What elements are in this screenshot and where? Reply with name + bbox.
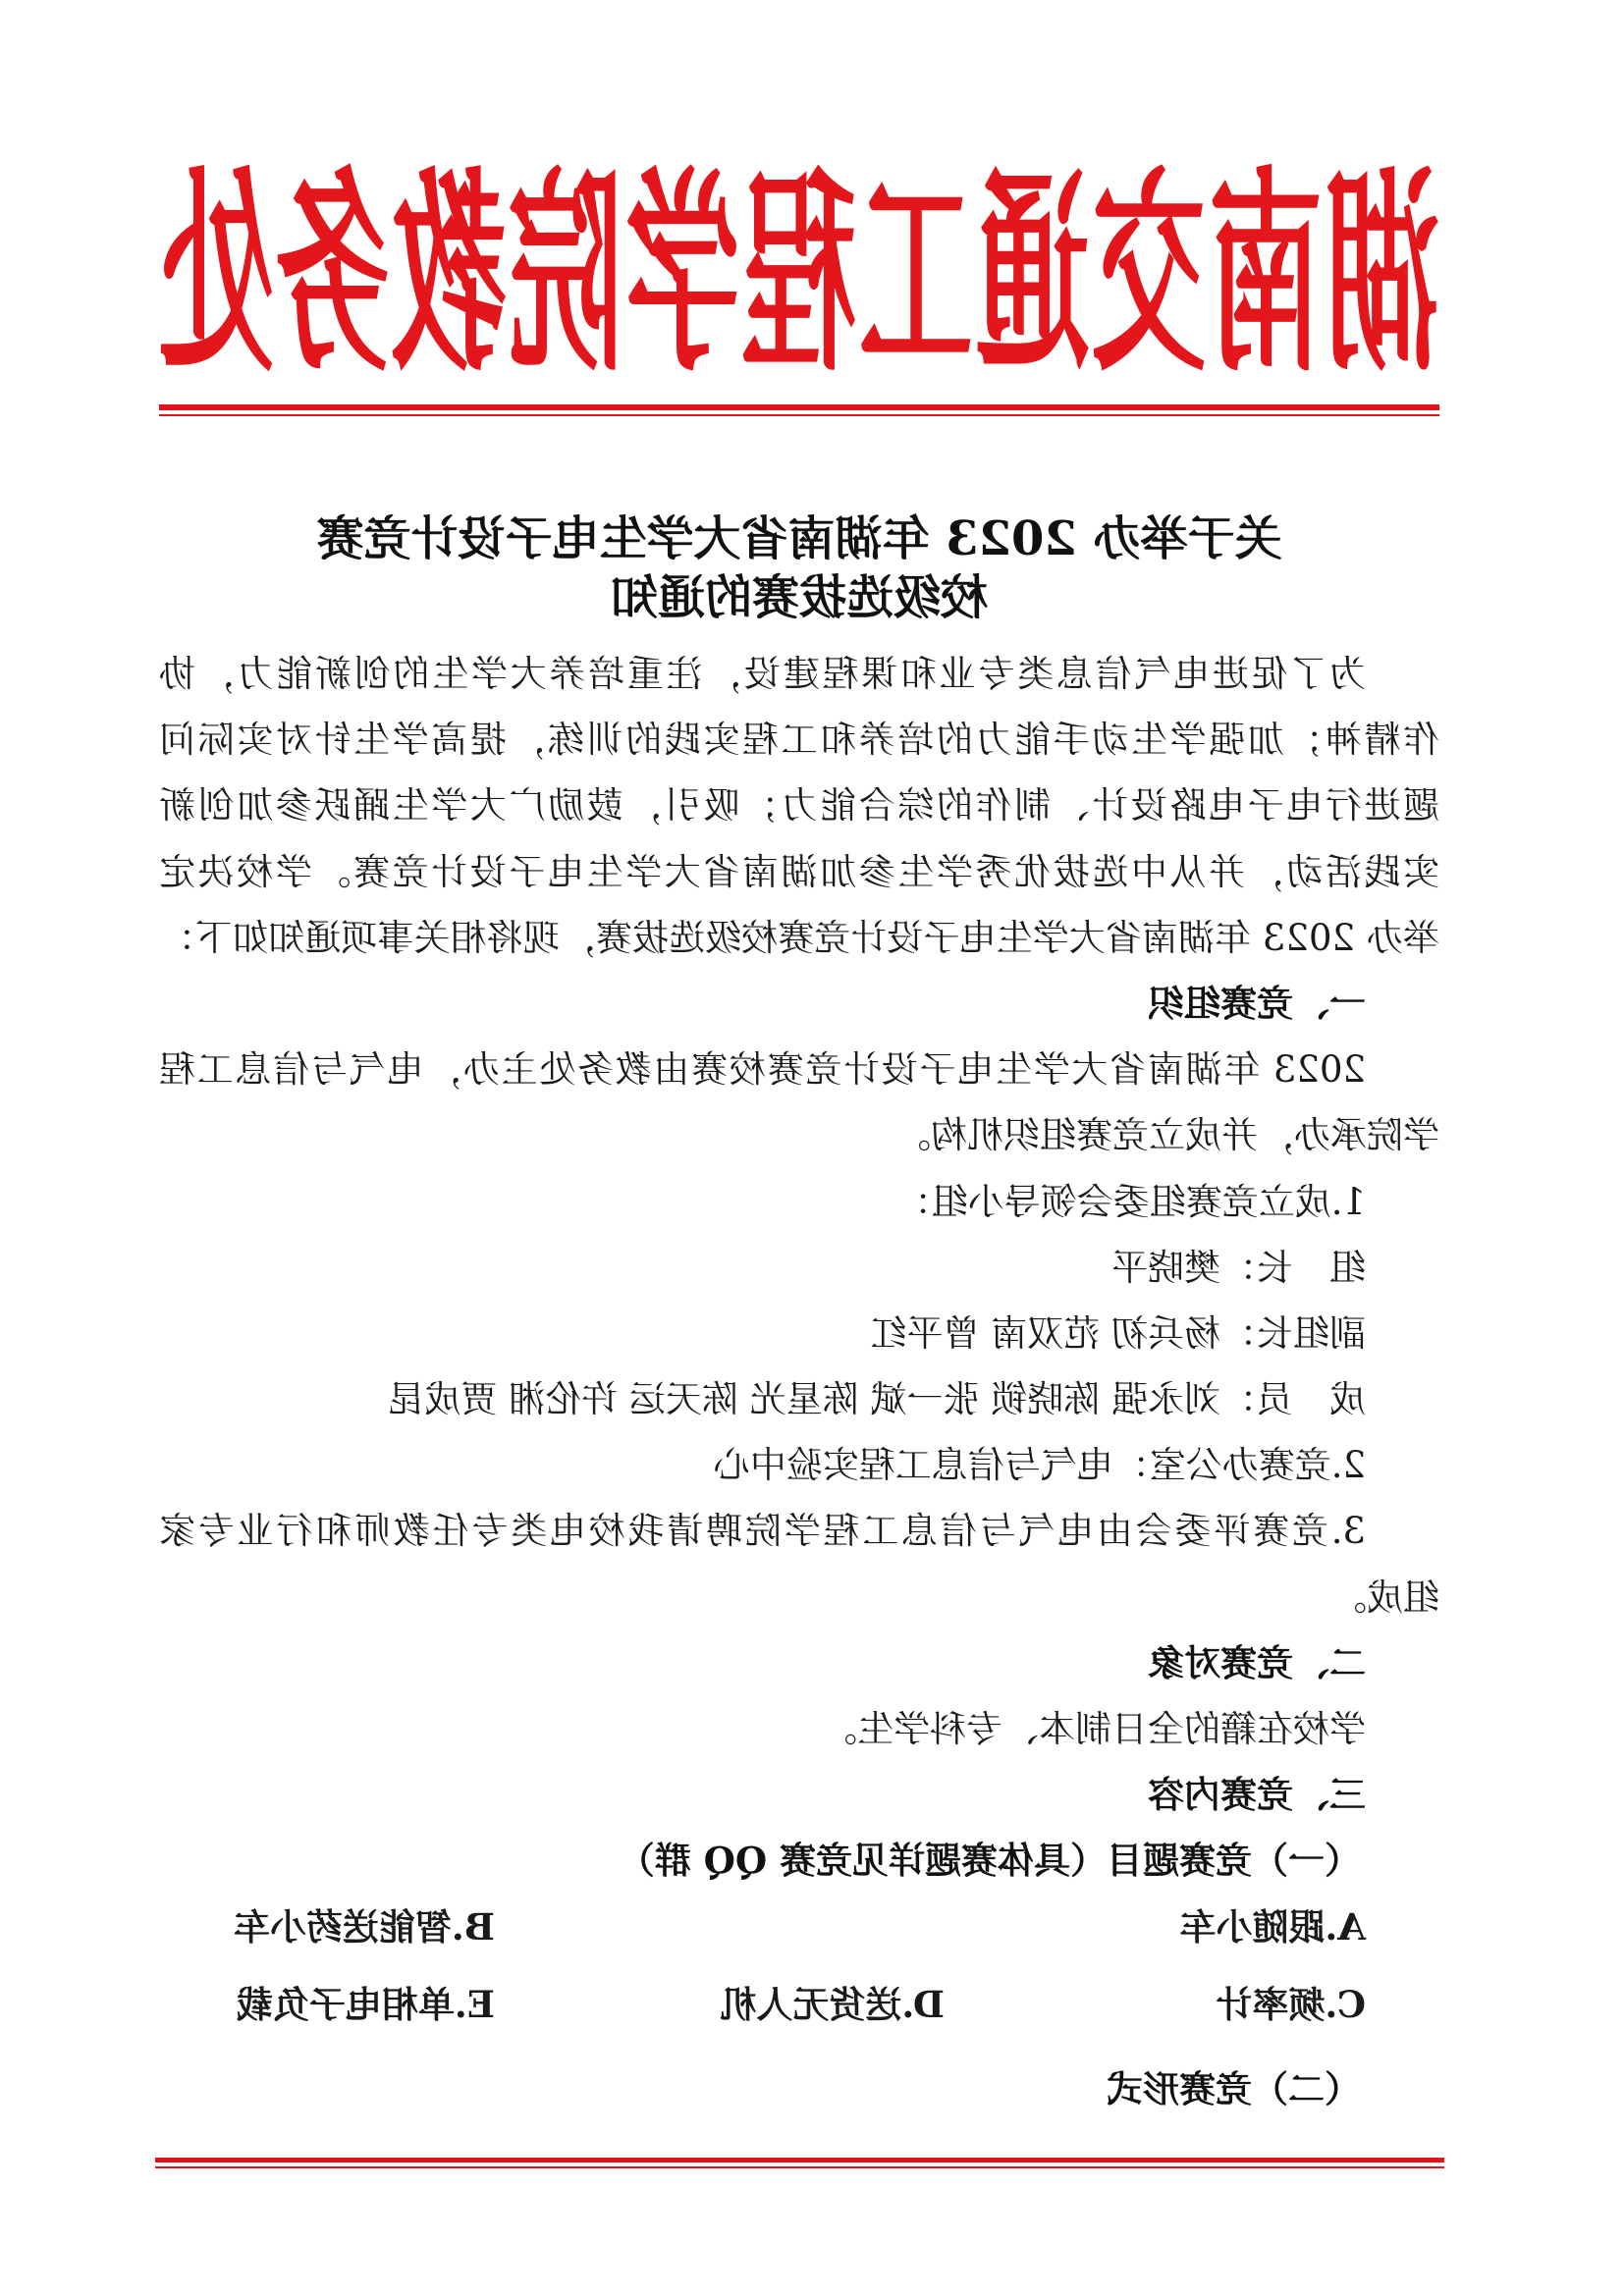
deputy-row xyxy=(159,1301,1439,1366)
intro-line: 作精神；加强学生动手能力的培养和工程实践的训练，提高学生针对实际问 xyxy=(159,719,1439,762)
intro-line: 题进行电子电路设计、制作的综合能力；吸引，鼓励广大学生踊跃参加创新 xyxy=(159,784,1439,828)
issuer-red-header: 湖南交通工程学院教务处 xyxy=(159,148,1439,402)
document-body xyxy=(159,641,1439,2122)
document-title-line-2: 校级选拔赛的通知 xyxy=(611,570,989,625)
intro-line: 举办 2023 年湖南省大学生电子设计竞赛校级选拔赛，现将相关事项通知如下： xyxy=(159,916,1439,959)
topic-row-ab xyxy=(159,1895,1439,1960)
leader-names: 樊晓平 xyxy=(1111,1246,1220,1289)
members-row xyxy=(159,1366,1439,1432)
topic-item: A.跟随小车 xyxy=(1179,1904,1366,1949)
intro-line: 为了促进电气信息类专业和课程建设，注重培养大学生的创新能力，协 xyxy=(159,653,1366,695)
topic-item: E.单相电子负载 xyxy=(236,1982,495,2026)
footer-rule-thick xyxy=(155,2158,1444,2163)
organization-item-1: 1.成立竞赛组委会领导小组： xyxy=(894,1180,1366,1223)
participants-text: 学校在籍的全日制本、专科学生。 xyxy=(821,1708,1366,1750)
section-heading-participants: 二、竞赛对象 xyxy=(1148,1640,1366,1684)
header-rule-thin xyxy=(159,414,1439,416)
section-heading-organization: 一、竞赛组织 xyxy=(1148,981,1366,1025)
content-subheading-topics: （一）竞赛题目（具体赛题详见竞赛 QQ 群） xyxy=(618,1839,1361,1883)
members-names: 刘永强 陈晓锁 张一斌 陈星光 陈天运 许伦湘 贾成昆 xyxy=(388,1378,1220,1421)
topic-item: B.智能送药小车 xyxy=(233,1904,495,1949)
topic-row-cde xyxy=(159,1972,1439,2038)
leader-row xyxy=(159,1235,1439,1301)
document-title-line-1: 关于举办 2023 年湖南省大学生电子设计竞赛 xyxy=(316,511,1282,566)
footer-rule-thin xyxy=(155,2166,1444,2168)
organization-item-3-line: 组成。 xyxy=(1330,1575,1439,1619)
members-label: 成 员： xyxy=(1220,1378,1366,1421)
organization-item-3-line: 3.竞赛评委会由电气与信息工程学院聘请我校电类专任教师和行业专家 xyxy=(159,1510,1366,1553)
content-subheading-format: （二）竞赛形式 xyxy=(1107,2066,1361,2110)
header-rule-thick xyxy=(159,404,1439,410)
organization-item-2: 2.竞赛办公室：电气与信息工程实验中心 xyxy=(713,1444,1366,1487)
deputy-names: 杨兵初 范双南 曾平红 xyxy=(870,1311,1220,1355)
topic-item: C.频率计 xyxy=(1216,1982,1366,2026)
organization-paragraph-line: 学院承办，并成立竞赛组织机构。 xyxy=(894,1114,1439,1157)
leader-label: 组 长： xyxy=(1220,1246,1366,1289)
organization-paragraph-line: 2023 年湖南省大学生电子设计竞赛校赛由教务处主办，电气与信息工程 xyxy=(159,1048,1366,1092)
section-heading-content: 三、竞赛内容 xyxy=(1148,1773,1366,1817)
intro-line: 实践活动，并从中选拔优秀学生参加湖南省大学生电子设计竞赛。学校决定 xyxy=(159,850,1439,893)
topic-item: D.送货无人机 xyxy=(720,1982,945,2026)
deputy-label: 副组长： xyxy=(1220,1311,1366,1355)
